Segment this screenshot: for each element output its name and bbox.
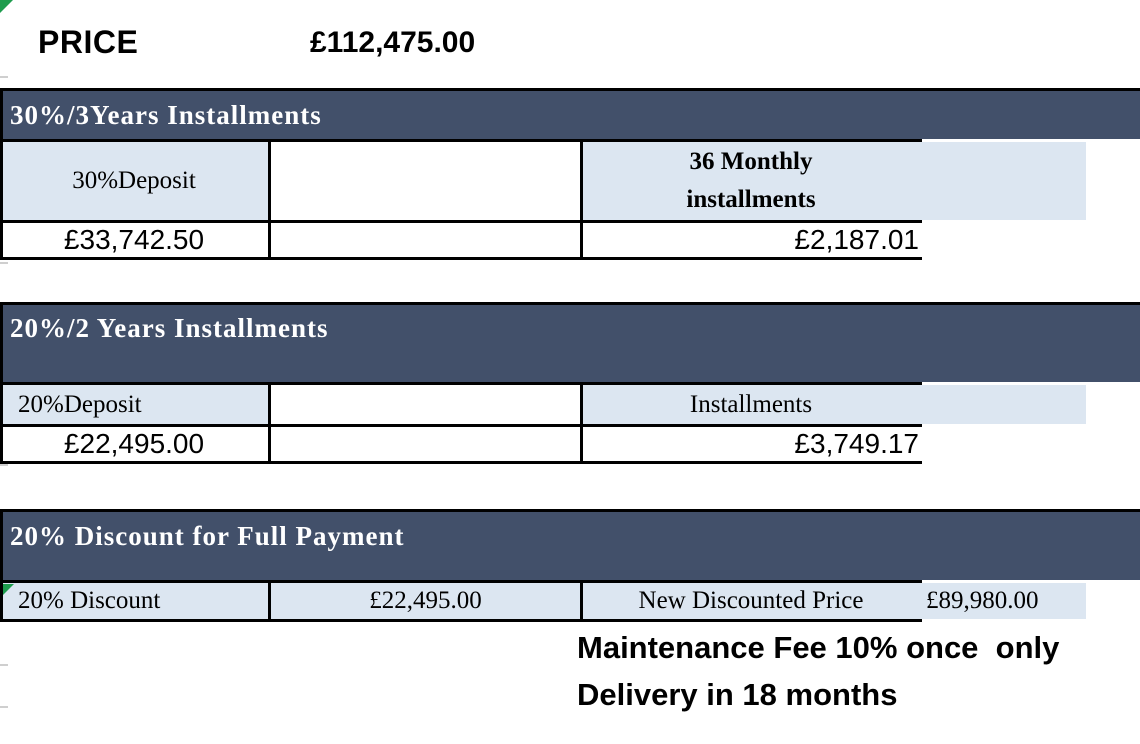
border-line	[268, 139, 271, 260]
section3-title: 20% Discount for Full Payment	[10, 521, 405, 551]
border-line	[0, 257, 922, 260]
empty-cell[interactable]	[271, 223, 580, 257]
price-label-cell[interactable]: PRICE	[38, 24, 139, 60]
installment-value-cell-1[interactable]: £2,187.01	[794, 224, 919, 255]
border-line	[580, 580, 583, 622]
border-line	[0, 302, 3, 464]
empty-cell[interactable]	[271, 385, 580, 424]
price-value-cell[interactable]: £112,475.00	[310, 26, 476, 59]
discount-label-cell[interactable]: 20% Discount	[18, 587, 161, 614]
section2-title: 20%/2 Years Installments	[10, 313, 329, 343]
border-line	[580, 139, 583, 260]
installments-label-line2: installments	[686, 186, 816, 213]
border-line	[580, 382, 583, 464]
section3-header-cell[interactable]	[0, 512, 1140, 580]
border-line	[0, 619, 922, 622]
gridline-tick	[0, 706, 8, 708]
new-price-value-cell[interactable]: £89,980.00	[926, 587, 1039, 614]
border-line	[0, 461, 922, 464]
installment-value-cell-2[interactable]: £3,749.17	[794, 428, 919, 459]
border-line	[268, 382, 271, 464]
border-line	[0, 88, 3, 260]
delivery-note[interactable]: Delivery in 18 months	[577, 677, 898, 712]
gridline-tick	[0, 464, 8, 466]
deposit-value-cell-2[interactable]: £22,495.00	[63, 428, 205, 459]
section2-header-cell[interactable]	[0, 305, 1140, 382]
green-corner-marker-icon	[0, 0, 13, 13]
deposit-label-cell-1[interactable]: 30%Deposit	[72, 167, 196, 194]
gridline-tick	[0, 76, 8, 78]
discount-value-cell[interactable]: £22,495.00	[369, 587, 482, 614]
deposit-value-cell-1[interactable]: £33,742.50	[63, 224, 205, 255]
maintenance-fee-note[interactable]: Maintenance Fee 10% once only	[577, 630, 1060, 665]
gridline-tick	[0, 664, 8, 666]
border-line	[0, 509, 3, 622]
deposit-label-cell-2[interactable]: 20%Deposit	[18, 390, 142, 418]
section1-title: 30%/3Years Installments	[10, 99, 322, 130]
gridline-tick	[0, 262, 8, 264]
section1-header-cell[interactable]	[0, 91, 1140, 139]
border-line	[268, 580, 271, 622]
installments-label-line1: 36 Monthly	[689, 148, 813, 175]
installments-label-cell-1[interactable]	[583, 142, 919, 220]
new-price-label-cell[interactable]: New Discounted Price	[638, 587, 864, 614]
empty-cell[interactable]	[271, 427, 580, 461]
empty-cell[interactable]	[271, 142, 580, 220]
installments-label-cell-2[interactable]: Installments	[689, 390, 813, 418]
